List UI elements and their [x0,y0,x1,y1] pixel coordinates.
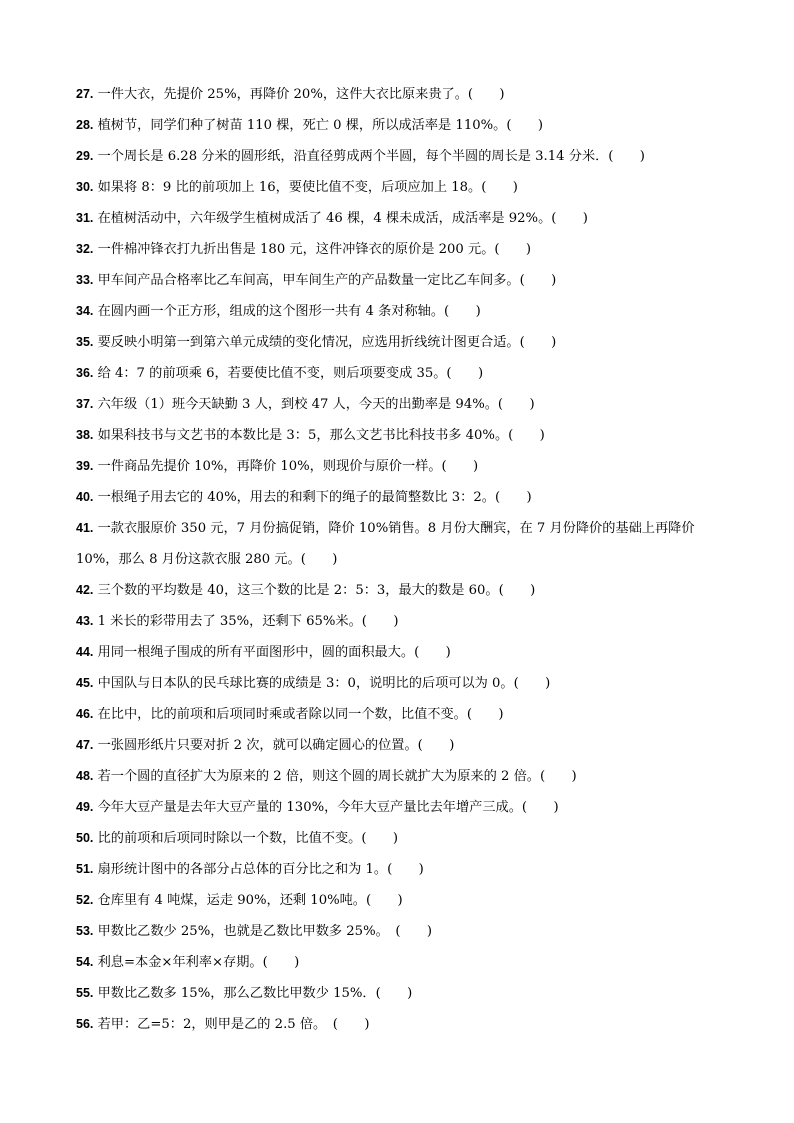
question-number: 27. [76,87,94,101]
question-item [76,885,726,916]
question-number: 47. [76,738,94,752]
question-item [76,296,726,327]
question-number: 34. [76,304,94,318]
question-number: 50. [76,831,94,845]
question-number: 49. [76,800,94,814]
question-text: 今年大豆产量是去年大豆产量的 130%，今年大豆产量比去年增产三成。( ) [97,800,559,815]
question-text: 植树节，同学们种了树苗 110 棵，死亡 0 棵，所以成活率是 110%。( ) [97,118,543,133]
question-number: 45. [76,676,94,690]
question-number: 36. [76,366,94,380]
question-item [76,451,726,482]
question-text: 利息=本金×年利率×存期。( ) [97,955,300,970]
question-number: 42. [76,583,94,597]
question-item [76,79,726,110]
question-item [76,699,726,730]
question-number: 55. [76,986,94,1000]
question-text: 一件大衣，先提价 25%，再降价 20%，这件大衣比原来贵了。( ) [97,87,505,102]
question-number: 38. [76,428,94,442]
question-number: 44. [76,645,94,659]
question-text: 1 米长的彩带用去了 35%，还剩下 65%米。( ) [97,614,399,629]
question-item [76,141,726,172]
question-text: 在植树活动中，六年级学生植树成活了 46 棵，4 棵未成活，成活率是 92%。( ) [97,211,588,226]
question-number: 56. [76,1017,94,1031]
question-item [76,823,726,854]
question-item [76,575,726,606]
question-item [76,947,726,978]
question-text: 给 4：7 的前项乘 6，若要使比值不变，则后项要变成 35。( ) [97,366,484,381]
question-text: 一根绳子用去它的 40%，用去的和剩下的绳子的最简整数比 3：2。( ) [97,490,532,505]
question-text: 中国队与日本队的民乓球比赛的成绩是 3：0，说明比的后项可以为 0。( ) [97,676,551,691]
question-text: 六年级（1）班今天缺勤 3 人，到校 47 人，今天的出勤率是 94%。( ) [97,397,535,412]
question-text: 一个周长是 6.28 分米的圆形纸，沿直径剪成两个半圆，每个半圆的周长是 3.14 分米．( ) [97,149,645,164]
question-number: 29. [76,149,94,163]
question-item [76,203,726,234]
question-item [76,792,726,823]
question-number: 32. [76,242,94,256]
question-number: 51. [76,862,94,876]
question-number: 54. [76,955,94,969]
question-text: 如果将 8：9 比的前项加上 16，要使比值不变，后项应加上 18。( ) [97,180,518,195]
question-text: 甲数比乙数多 15%，那么乙数比甲数少 15%．( ) [97,986,413,1001]
question-item [76,730,726,761]
question-item [76,513,726,575]
question-item [76,916,726,947]
question-item [76,978,726,1009]
question-item [76,327,726,358]
question-number: 33. [76,273,94,287]
question-item [76,389,726,420]
question-item [76,854,726,885]
question-list [76,79,726,1040]
question-item [76,637,726,668]
question-number: 35. [76,335,94,349]
question-text: 在比中，比的前项和后项同时乘或者除以同一个数，比值不变。( ) [97,707,504,722]
question-item [76,234,726,265]
question-item [76,110,726,141]
question-text: 三个数的平均数是 40，这三个数的比是 2：5：3，最大的数是 60。( ) [97,583,536,598]
question-item [76,606,726,637]
question-text: 甲车间产品合格率比乙车间高，甲车间生产的产品数量一定比乙车间多。( ) [97,273,557,288]
question-number: 48. [76,769,94,783]
question-number: 30. [76,180,94,194]
question-item [76,761,726,792]
question-item [76,420,726,451]
question-text: 在圆内画一个正方形，组成的这个图形一共有 4 条对称轴。( ) [97,304,481,319]
question-number: 53. [76,924,94,938]
question-number: 28. [76,118,94,132]
question-item [76,668,726,699]
question-number: 40. [76,490,94,504]
question-number: 37. [76,397,94,411]
question-text: 如果科技书与文艺书的本数比是 3：5，那么文艺书比科技书多 40%。( ) [97,428,545,443]
question-text: 若甲：乙=5：2，则甲是乙的 2.5 倍。 ( ) [97,1017,370,1032]
question-number: 43. [76,614,94,628]
question-text: 一款衣服原价 350 元，7 月份搞促销，降价 10%销售。8 月份大酬宾，在 7 月份降价的基础上再降价 10%，那么 8 月份这款衣服 280 元。( ) [76,521,695,567]
question-number: 39. [76,459,94,473]
question-text: 若一个圆的直径扩大为原来的 2 倍，则这个圆的周长就扩大为原来的 2 倍。( ) [97,769,577,784]
question-text: 比的前项和后项同时除以一个数，比值不变。( ) [97,831,399,846]
question-text: 扇形统计图中的各部分占总体的百分比之和为 1。( ) [97,862,424,877]
question-text: 一张圆形纸片只要对折 2 次，就可以确定圆心的位置。( ) [97,738,455,753]
question-item [76,358,726,389]
question-item [76,172,726,203]
question-number: 52. [76,893,94,907]
question-item [76,482,726,513]
question-number: 41. [76,521,94,535]
question-number: 46. [76,707,94,721]
question-text: 仓库里有 4 吨煤，运走 90%，还剩 10%吨。( ) [97,893,403,908]
question-text: 甲数比乙数少 25%，也就是乙数比甲数多 25%。 ( ) [97,924,433,939]
question-number: 31. [76,211,94,225]
question-item [76,265,726,296]
question-text: 用同一根绳子围成的所有平面图形中，圆的面积最大。( ) [97,645,451,660]
question-text: 一件棉冲锋衣打九折出售是 180 元，这件冲锋衣的原价是 200 元。( ) [97,242,532,257]
question-text: 一件商品先提价 10%，再降价 10%，则现价与原价一样。( ) [97,459,479,474]
question-text: 要反映小明第一到第六单元成绩的变化情况，应选用折线统计图更合适。( ) [97,335,557,350]
question-item [76,1009,726,1040]
